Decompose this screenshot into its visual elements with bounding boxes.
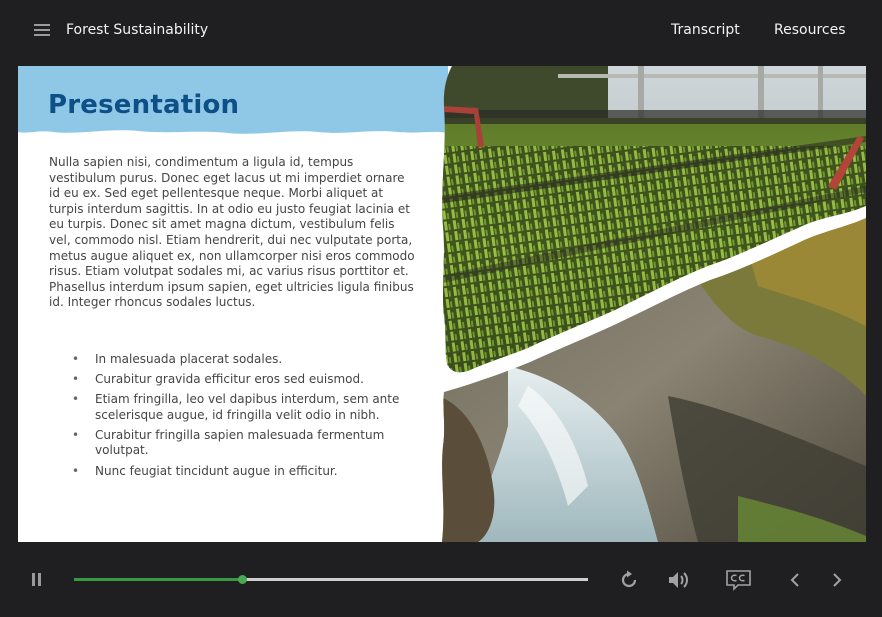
collage-photo — [438, 66, 866, 542]
pause-button[interactable] — [32, 573, 43, 586]
closed-captions-icon[interactable] — [725, 569, 752, 591]
progress-track[interactable] — [74, 578, 588, 581]
bullet-item: • Curabitur gravida efficitur eros sed euismod. — [95, 372, 419, 388]
slide-canvas — [18, 66, 866, 542]
bullet-item: • Etiam fringilla, leo vel dapibus interdum, sem ante scelerisque augue, id fringilla velit odio in nibh. — [95, 392, 419, 423]
bullet-item: • Curabitur fringilla sapien malesuada fermentum volutpat. — [95, 428, 419, 459]
volume-icon[interactable] — [667, 570, 691, 590]
slide-title: Presentation — [48, 90, 240, 120]
resources-tab[interactable]: Resources — [774, 22, 846, 38]
next-slide-icon[interactable] — [831, 572, 843, 588]
progress-fill — [74, 578, 242, 581]
progress-handle[interactable] — [238, 575, 247, 584]
replay-icon[interactable] — [619, 570, 639, 590]
top-bar — [0, 0, 882, 62]
bullet-list — [49, 352, 419, 484]
bullet-item: • Nunc feugiat tincidunt augue in efficitur. — [95, 464, 419, 480]
transcript-tab[interactable]: Transcript — [671, 22, 740, 38]
hamburger-menu-icon[interactable] — [34, 24, 50, 38]
course-title: Forest Sustainability — [66, 22, 209, 38]
previous-slide-icon[interactable] — [789, 572, 801, 588]
bullet-item: • In malesuada placerat sodales. — [95, 352, 419, 368]
slide-paragraph: Nulla sapien nisi, condimentum a ligula id, tempus vestibulum purus. Donec eget lacus ut mi imperdiet ornare id eu ex. Sed eget pellentesque neque. Morbi aliquet at turpis interdum sagittis. In at odio eu justo feugiat lacinia et eu turpis. Donec sit amet magna dictum, vestibulum felis vel, commodo nisl. Etiam hendrerit, dui nec vulputate porta, metus augue aliquet ex, non ullamcorper nisi eros commodo risus. Etiam volutpat sodales mi, ac varius risus porttitor et. Phasellus interdum ipsum sapien, eget ultricies ligula finibus id. Integer rhoncus sodales luctus. — [49, 155, 415, 310]
